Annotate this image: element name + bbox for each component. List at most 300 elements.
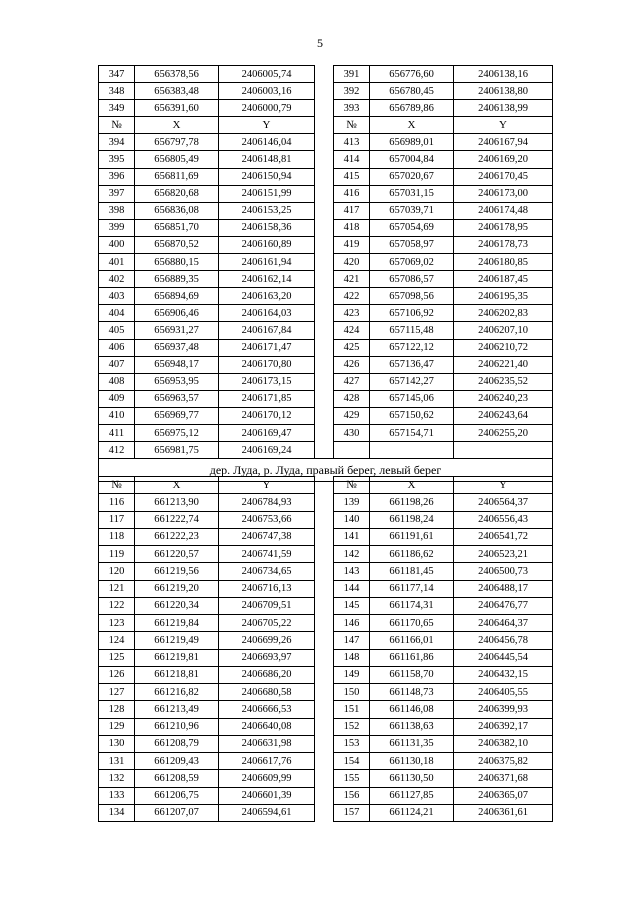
cell-y: 2406747,38 bbox=[219, 528, 315, 545]
cell-num: 152 bbox=[334, 718, 370, 735]
cell-x: 656981,75 bbox=[135, 442, 219, 459]
cell-y: 2406392,17 bbox=[454, 718, 553, 735]
cell-y: 2406180,85 bbox=[454, 254, 553, 271]
table-row bbox=[99, 632, 553, 649]
table-row bbox=[99, 649, 553, 666]
table-row bbox=[99, 373, 553, 390]
table-row bbox=[99, 83, 553, 100]
cell-y: 2406594,61 bbox=[219, 804, 315, 821]
cell-num: 149 bbox=[334, 666, 370, 683]
cell-num: 151 bbox=[334, 701, 370, 718]
cell-num: 119 bbox=[99, 546, 135, 563]
column-gap bbox=[315, 356, 334, 373]
cell-num: 147 bbox=[334, 632, 370, 649]
cell-y: 2406170,45 bbox=[454, 168, 553, 185]
cell-y: 2406371,68 bbox=[454, 770, 553, 787]
table-row bbox=[99, 787, 553, 804]
cell-y: 2406171,47 bbox=[219, 339, 315, 356]
cell-x: 656797,78 bbox=[135, 134, 219, 151]
cell-x: 656948,17 bbox=[135, 356, 219, 373]
cell-y: 2406158,36 bbox=[219, 219, 315, 236]
cell-num: 126 bbox=[99, 666, 135, 683]
cell-x: 661219,84 bbox=[135, 615, 219, 632]
table-row bbox=[99, 407, 553, 424]
column-gap bbox=[315, 134, 334, 151]
cell-num: 157 bbox=[334, 804, 370, 821]
cell-num: 397 bbox=[99, 185, 135, 202]
cell-x: 661138,63 bbox=[370, 718, 454, 735]
column-gap bbox=[315, 271, 334, 288]
column-gap bbox=[315, 597, 334, 614]
cell-y: 2406171,85 bbox=[219, 390, 315, 407]
cell-num: 404 bbox=[99, 305, 135, 322]
cell-y: 2406686,20 bbox=[219, 666, 315, 683]
cell-y: 2406000,79 bbox=[219, 100, 315, 117]
cell-num: 417 bbox=[334, 202, 370, 219]
cell-y: 2406361,61 bbox=[454, 804, 553, 821]
column-gap bbox=[315, 753, 334, 770]
cell-x: 661181,45 bbox=[370, 563, 454, 580]
column-gap bbox=[315, 684, 334, 701]
cell-x: 661158,70 bbox=[370, 666, 454, 683]
cell-num: 405 bbox=[99, 322, 135, 339]
cell-y: 2406445,54 bbox=[454, 649, 553, 666]
page-number: 5 bbox=[317, 36, 323, 50]
column-gap bbox=[315, 770, 334, 787]
cell-y: 2406631,98 bbox=[219, 735, 315, 752]
column-gap bbox=[315, 511, 334, 528]
cell-num: 403 bbox=[99, 288, 135, 305]
cell-y: 2406255,20 bbox=[454, 424, 553, 441]
cell-num: 398 bbox=[99, 202, 135, 219]
cell-y: 2406161,94 bbox=[219, 254, 315, 271]
cell-x: 657054,69 bbox=[370, 219, 454, 236]
cell-y: 2406235,52 bbox=[454, 373, 553, 390]
column-gap bbox=[315, 701, 334, 718]
cell-x: 661213,49 bbox=[135, 701, 219, 718]
column-gap bbox=[315, 528, 334, 545]
cell-x: 661207,07 bbox=[135, 804, 219, 821]
cell-num: 414 bbox=[334, 151, 370, 168]
cell-num: 130 bbox=[99, 735, 135, 752]
header-num: № bbox=[99, 477, 135, 494]
cell-x: 657122,12 bbox=[370, 339, 454, 356]
cell-num: 400 bbox=[99, 236, 135, 253]
cell-num: 143 bbox=[334, 563, 370, 580]
header-num: № bbox=[334, 117, 370, 134]
header-num: № bbox=[334, 477, 370, 494]
header-x: X bbox=[135, 117, 219, 134]
column-gap bbox=[315, 649, 334, 666]
column-gap bbox=[315, 390, 334, 407]
column-gap bbox=[315, 219, 334, 236]
column-gap bbox=[315, 305, 334, 322]
table-row bbox=[99, 528, 553, 545]
cell-x: 657058,97 bbox=[370, 236, 454, 253]
cell-num: 141 bbox=[334, 528, 370, 545]
cell-x: 656937,48 bbox=[135, 339, 219, 356]
cell-x: 656989,01 bbox=[370, 134, 454, 151]
cell-x: 656836,08 bbox=[135, 202, 219, 219]
cell-x: 661219,81 bbox=[135, 649, 219, 666]
cell-num bbox=[334, 442, 370, 459]
cell-num: 347 bbox=[99, 66, 135, 83]
cell-num: 127 bbox=[99, 684, 135, 701]
cell-num: 123 bbox=[99, 615, 135, 632]
cell-num: 425 bbox=[334, 339, 370, 356]
table-row bbox=[99, 442, 553, 459]
cell-y: 2406699,26 bbox=[219, 632, 315, 649]
cell-num: 401 bbox=[99, 254, 135, 271]
cell-x: 661166,01 bbox=[370, 632, 454, 649]
cell-num: 348 bbox=[99, 83, 135, 100]
cell-num: 399 bbox=[99, 219, 135, 236]
cell-num: 155 bbox=[334, 770, 370, 787]
header-x: X bbox=[370, 477, 454, 494]
cell-x: 661146,08 bbox=[370, 701, 454, 718]
cell-x: 661219,20 bbox=[135, 580, 219, 597]
cell-x: 656780,45 bbox=[370, 83, 454, 100]
cell-x: 661177,14 bbox=[370, 580, 454, 597]
cell-y: 2406609,99 bbox=[219, 770, 315, 787]
table-row bbox=[99, 185, 553, 202]
cell-x: 661210,96 bbox=[135, 718, 219, 735]
column-gap bbox=[315, 236, 334, 253]
cell-num: 429 bbox=[334, 407, 370, 424]
cell-num: 124 bbox=[99, 632, 135, 649]
cell-x: 661206,75 bbox=[135, 787, 219, 804]
table-row bbox=[99, 511, 553, 528]
cell-num: 120 bbox=[99, 563, 135, 580]
column-gap bbox=[315, 288, 334, 305]
cell-y: 2406243,64 bbox=[454, 407, 553, 424]
column-gap bbox=[315, 117, 334, 134]
cell-y: 2406169,47 bbox=[219, 424, 315, 441]
cell-x: 656870,52 bbox=[135, 236, 219, 253]
cell-num: 131 bbox=[99, 753, 135, 770]
coordinates-table-2 bbox=[98, 476, 553, 822]
cell-y: 2406138,99 bbox=[454, 100, 553, 117]
cell-y: 2406187,45 bbox=[454, 271, 553, 288]
cell-x: 657106,92 bbox=[370, 305, 454, 322]
cell-num: 140 bbox=[334, 511, 370, 528]
cell-x: 657020,67 bbox=[370, 168, 454, 185]
cell-y: 2406382,10 bbox=[454, 735, 553, 752]
cell-num: 129 bbox=[99, 718, 135, 735]
cell-x: 661222,74 bbox=[135, 511, 219, 528]
cell-x: 656378,56 bbox=[135, 66, 219, 83]
table-row bbox=[99, 339, 553, 356]
table-row bbox=[99, 684, 553, 701]
cell-y: 2406162,14 bbox=[219, 271, 315, 288]
cell-y: 2406476,77 bbox=[454, 597, 553, 614]
cell-y: 2406005,74 bbox=[219, 66, 315, 83]
cell-y: 2406705,22 bbox=[219, 615, 315, 632]
cell-num: 402 bbox=[99, 271, 135, 288]
cell-y: 2406693,97 bbox=[219, 649, 315, 666]
cell-x: 656805,49 bbox=[135, 151, 219, 168]
cell-x: 661198,24 bbox=[370, 511, 454, 528]
cell-y: 2406202,83 bbox=[454, 305, 553, 322]
cell-x: 656851,70 bbox=[135, 219, 219, 236]
cell-num: 144 bbox=[334, 580, 370, 597]
cell-x: 661170,65 bbox=[370, 615, 454, 632]
header-x: X bbox=[370, 117, 454, 134]
cell-x: 656820,68 bbox=[135, 185, 219, 202]
cell-x: 661174,31 bbox=[370, 597, 454, 614]
cell-y: 2406240,23 bbox=[454, 390, 553, 407]
coordinates-table-1 bbox=[98, 65, 553, 482]
table-row bbox=[99, 305, 553, 322]
header-y: Y bbox=[219, 477, 315, 494]
cell-x: 657069,02 bbox=[370, 254, 454, 271]
column-gap bbox=[315, 735, 334, 752]
cell-x: 656789,86 bbox=[370, 100, 454, 117]
table-row bbox=[99, 804, 553, 821]
cell-num: 406 bbox=[99, 339, 135, 356]
cell-x: 657142,27 bbox=[370, 373, 454, 390]
column-gap bbox=[315, 787, 334, 804]
table-row bbox=[99, 322, 553, 339]
cell-y: 2406432,15 bbox=[454, 666, 553, 683]
column-gap bbox=[315, 442, 334, 459]
cell-y: 2406753,66 bbox=[219, 511, 315, 528]
cell-x: 661198,26 bbox=[370, 494, 454, 511]
cell-y: 2406617,76 bbox=[219, 753, 315, 770]
cell-y: 2406456,78 bbox=[454, 632, 553, 649]
table-row bbox=[99, 66, 553, 83]
cell-y: 2406160,89 bbox=[219, 236, 315, 253]
column-gap bbox=[315, 100, 334, 117]
cell-x: 661130,50 bbox=[370, 770, 454, 787]
cell-num: 415 bbox=[334, 168, 370, 185]
cell-x: 657115,48 bbox=[370, 322, 454, 339]
cell-num: 426 bbox=[334, 356, 370, 373]
cell-x: 661220,57 bbox=[135, 546, 219, 563]
cell-num: 418 bbox=[334, 219, 370, 236]
cell-num: 150 bbox=[334, 684, 370, 701]
cell-x: 657098,56 bbox=[370, 288, 454, 305]
cell-y: 2406734,65 bbox=[219, 563, 315, 580]
cell-y: 2406523,21 bbox=[454, 546, 553, 563]
table-row bbox=[99, 168, 553, 185]
cell-num: 410 bbox=[99, 407, 135, 424]
cell-x: 661161,86 bbox=[370, 649, 454, 666]
cell-y: 2406170,80 bbox=[219, 356, 315, 373]
cell-y: 2406167,84 bbox=[219, 322, 315, 339]
cell-y: 2406178,95 bbox=[454, 219, 553, 236]
column-gap bbox=[315, 632, 334, 649]
cell-y: 2406541,72 bbox=[454, 528, 553, 545]
table-row bbox=[99, 202, 553, 219]
cell-num: 391 bbox=[334, 66, 370, 83]
cell-y: 2406709,51 bbox=[219, 597, 315, 614]
cell-x: 661222,23 bbox=[135, 528, 219, 545]
cell-num: 424 bbox=[334, 322, 370, 339]
header-y: Y bbox=[219, 117, 315, 134]
column-gap bbox=[315, 563, 334, 580]
table-row bbox=[99, 236, 553, 253]
cell-x bbox=[370, 442, 454, 459]
cell-x: 656811,69 bbox=[135, 168, 219, 185]
column-gap bbox=[315, 185, 334, 202]
cell-num: 392 bbox=[334, 83, 370, 100]
table-row bbox=[99, 563, 553, 580]
table-row bbox=[99, 701, 553, 718]
cell-y: 2406146,04 bbox=[219, 134, 315, 151]
cell-y: 2406666,53 bbox=[219, 701, 315, 718]
cell-x: 656906,46 bbox=[135, 305, 219, 322]
cell-num: 156 bbox=[334, 787, 370, 804]
column-gap bbox=[315, 718, 334, 735]
column-gap bbox=[315, 322, 334, 339]
cell-x: 657136,47 bbox=[370, 356, 454, 373]
cell-x: 661127,85 bbox=[370, 787, 454, 804]
cell-x: 661209,43 bbox=[135, 753, 219, 770]
cell-x: 657154,71 bbox=[370, 424, 454, 441]
cell-y: 2406405,55 bbox=[454, 684, 553, 701]
cell-y: 2406169,20 bbox=[454, 151, 553, 168]
column-gap bbox=[315, 494, 334, 511]
table-row bbox=[99, 615, 553, 632]
cell-y: 2406174,48 bbox=[454, 202, 553, 219]
table-row bbox=[99, 718, 553, 735]
column-gap bbox=[315, 66, 334, 83]
cell-x: 657031,15 bbox=[370, 185, 454, 202]
cell-num: 416 bbox=[334, 185, 370, 202]
column-gap bbox=[315, 804, 334, 821]
cell-x: 661208,59 bbox=[135, 770, 219, 787]
cell-num: 122 bbox=[99, 597, 135, 614]
cell-num: 408 bbox=[99, 373, 135, 390]
cell-x: 661131,35 bbox=[370, 735, 454, 752]
cell-y: 2406151,99 bbox=[219, 185, 315, 202]
header-x: X bbox=[135, 477, 219, 494]
section-title: дер. Луда, р. Луда, правый берег, левый берег bbox=[99, 459, 553, 482]
cell-y: 2406464,37 bbox=[454, 615, 553, 632]
cell-y: 2406003,16 bbox=[219, 83, 315, 100]
column-gap bbox=[315, 580, 334, 597]
cell-num: 117 bbox=[99, 511, 135, 528]
cell-y: 2406500,73 bbox=[454, 563, 553, 580]
cell-y: 2406601,39 bbox=[219, 787, 315, 804]
cell-x: 656931,27 bbox=[135, 322, 219, 339]
cell-num: 118 bbox=[99, 528, 135, 545]
column-gap bbox=[315, 477, 334, 494]
table-row bbox=[99, 494, 553, 511]
cell-num: 419 bbox=[334, 236, 370, 253]
column-gap bbox=[315, 202, 334, 219]
cell-y: 2406556,43 bbox=[454, 511, 553, 528]
cell-num: 116 bbox=[99, 494, 135, 511]
cell-num: 422 bbox=[334, 288, 370, 305]
cell-x: 661130,18 bbox=[370, 753, 454, 770]
cell-y: 2406399,93 bbox=[454, 701, 553, 718]
cell-num: 427 bbox=[334, 373, 370, 390]
column-gap bbox=[315, 151, 334, 168]
cell-num: 412 bbox=[99, 442, 135, 459]
cell-x: 661216,82 bbox=[135, 684, 219, 701]
column-gap bbox=[315, 254, 334, 271]
cell-num: 409 bbox=[99, 390, 135, 407]
cell-x: 657039,71 bbox=[370, 202, 454, 219]
cell-num: 146 bbox=[334, 615, 370, 632]
cell-num: 132 bbox=[99, 770, 135, 787]
cell-y: 2406210,72 bbox=[454, 339, 553, 356]
cell-num: 423 bbox=[334, 305, 370, 322]
table-row bbox=[99, 546, 553, 563]
cell-y: 2406150,94 bbox=[219, 168, 315, 185]
cell-x: 657150,62 bbox=[370, 407, 454, 424]
cell-y: 2406173,15 bbox=[219, 373, 315, 390]
cell-num: 420 bbox=[334, 254, 370, 271]
cell-x: 661219,56 bbox=[135, 563, 219, 580]
cell-x: 657004,84 bbox=[370, 151, 454, 168]
column-gap bbox=[315, 424, 334, 441]
header-y: Y bbox=[454, 477, 553, 494]
column-gap bbox=[315, 339, 334, 356]
cell-x: 656383,48 bbox=[135, 83, 219, 100]
cell-y: 2406741,59 bbox=[219, 546, 315, 563]
cell-y: 2406221,40 bbox=[454, 356, 553, 373]
table-row bbox=[99, 580, 553, 597]
cell-x: 657145,06 bbox=[370, 390, 454, 407]
cell-num: 125 bbox=[99, 649, 135, 666]
header-y: Y bbox=[454, 117, 553, 134]
cell-x: 661191,61 bbox=[370, 528, 454, 545]
cell-x: 656894,69 bbox=[135, 288, 219, 305]
cell-y: 2406207,10 bbox=[454, 322, 553, 339]
cell-x: 656391,60 bbox=[135, 100, 219, 117]
cell-num: 396 bbox=[99, 168, 135, 185]
cell-num: 394 bbox=[99, 134, 135, 151]
cell-num: 142 bbox=[334, 546, 370, 563]
cell-x: 656953,95 bbox=[135, 373, 219, 390]
cell-num: 153 bbox=[334, 735, 370, 752]
cell-x: 661148,73 bbox=[370, 684, 454, 701]
cell-y: 2406488,17 bbox=[454, 580, 553, 597]
table-row bbox=[99, 254, 553, 271]
table-row bbox=[99, 597, 553, 614]
cell-x: 661208,79 bbox=[135, 735, 219, 752]
cell-y bbox=[454, 442, 553, 459]
cell-y: 2406716,13 bbox=[219, 580, 315, 597]
cell-y: 2406153,25 bbox=[219, 202, 315, 219]
cell-num: 413 bbox=[334, 134, 370, 151]
cell-y: 2406167,94 bbox=[454, 134, 553, 151]
header-row bbox=[99, 477, 553, 494]
table-row bbox=[99, 735, 553, 752]
table-row bbox=[99, 424, 553, 441]
cell-y: 2406640,08 bbox=[219, 718, 315, 735]
cell-num: 411 bbox=[99, 424, 135, 441]
cell-y: 2406680,58 bbox=[219, 684, 315, 701]
cell-x: 661213,90 bbox=[135, 494, 219, 511]
cell-num: 128 bbox=[99, 701, 135, 718]
header-num: № bbox=[99, 117, 135, 134]
table-row bbox=[99, 390, 553, 407]
cell-y: 2406375,82 bbox=[454, 753, 553, 770]
header-row bbox=[99, 117, 553, 134]
cell-num: 430 bbox=[334, 424, 370, 441]
cell-num: 393 bbox=[334, 100, 370, 117]
cell-y: 2406163,20 bbox=[219, 288, 315, 305]
cell-num: 148 bbox=[334, 649, 370, 666]
cell-y: 2406784,93 bbox=[219, 494, 315, 511]
cell-y: 2406173,00 bbox=[454, 185, 553, 202]
cell-num: 407 bbox=[99, 356, 135, 373]
cell-num: 421 bbox=[334, 271, 370, 288]
